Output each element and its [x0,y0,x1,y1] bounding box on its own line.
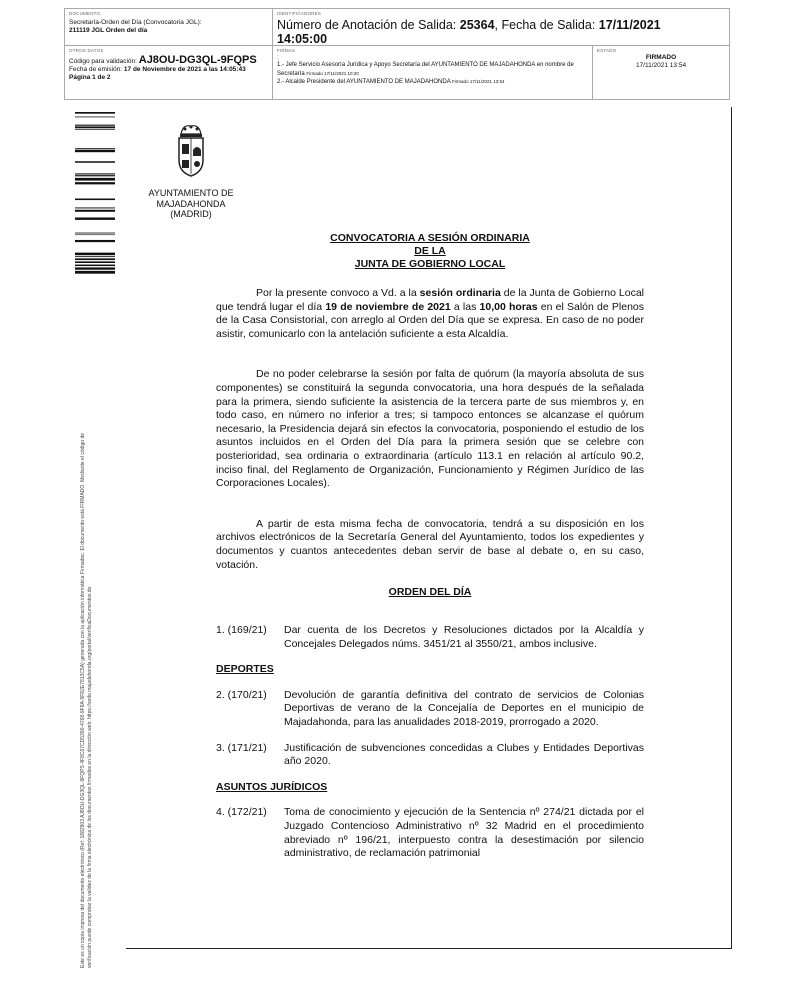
anotacion-salida [277,18,725,46]
paragraph-convocatoria [216,287,644,341]
firma-2-text: 2.- Alcalde Presidente del AYUNTAMIENTO DE MAJADAHONDA [277,79,451,85]
barcode-bar [75,198,115,200]
barcode-bar [75,240,115,242]
firma-2-date: Firmado 17/11/2021 13:54 [452,79,505,84]
barcode-bar [75,173,115,174]
agenda-item [216,742,644,769]
codigo-value: AJ8OU-DG3QL-9FQPS [138,54,257,66]
barcode-bar [75,253,115,256]
fecha-emision [69,66,268,74]
documento-subname: 211119 JGL Orden del día [69,27,148,34]
p1-e: a las [450,300,480,313]
barcode-bar [75,217,115,219]
document-header-table [64,8,730,100]
identificadores-cell [273,9,729,46]
barcode-bar [75,207,115,208]
p1-a: Por la presente convoco a Vd. a la [256,287,420,299]
barcode-bar [75,112,115,114]
firmas-cell [273,46,593,99]
barcode-bar [75,267,115,269]
orden-del-dia-title: ORDEN DEL DÍA [388,586,472,599]
barcode-bar [75,161,115,163]
agenda-item [216,624,644,651]
firma-1-text: 1.- Jefe Servicio Asesoría Jurídica y Apoyo Secretaría del AYUNTAMIENTO DE MAJADAHONDA en nombre de Secretaría [277,62,574,77]
barcode-bar [75,258,115,260]
barcode-bar [75,150,115,153]
p1-g: en el Salón de Plenos de la Casa Consistorial, con arreglo al Orden del Día que se expresa. En caso de no poder asistir, comunicarlo con la antelación suficiente a esta Alcaldía. [216,300,644,340]
agenda-item [216,689,644,730]
ayuntamiento-name [128,188,254,220]
barcode-bar [75,256,115,257]
barcode-bar [75,265,115,267]
barcode-graphic [75,112,115,274]
section-asuntos-juridicos: ASUNTOS JURÍDICOS [216,780,328,793]
p1-f: 10,00 horas [479,300,538,313]
agenda-item-text: Dar cuenta de los Decretos y Resoluciones dictados por la Alcaldía y Concejales Delegados núms. 3451/21 al 3550/21, ambos inclusive. [284,624,644,650]
paragraph-quorum: De no poder celebrarse la sesión por falta de quórum (la mayoría absoluta de sus componentes) se constituirá la segunda convocatoria, una hora después de la señalada para la primera, siendo suficiente la asistencia de la tercera parte de sus miembros y, en todo caso, en número no inferior a tres; si tampoco entonces se alcanzase el quórum necesario, la Presidencia dejará sin efectos la convocatoria, posponiendo el estudio de los asuntos incluidos en el Orden del Día para la primera sesión que se celebre con posterioridad, sea ordinaria o extraordinaria (artículo 113.1 en relación al artículo 90.2, inciso final, del Reglamento de Organización, Funcionamiento y Régimen Jurídico de las Corporaciones Locales). [216,368,644,490]
estado-label: ESTADO [597,48,617,53]
p1-b: sesión ordinaria [419,287,501,299]
barcode-bar [75,117,115,118]
anotacion-time: 14:05:00 [277,32,328,46]
codigo-prefix: Código para validación: [69,58,139,65]
ayuntamiento-line-1: AYUNTAMIENTO DE [148,188,234,198]
emision-value: 17 de Noviembre de 2021 a las 14:05:43 [123,66,246,73]
firmas-label: FIRMAS [277,48,296,53]
p1-d: 19 de noviembre de 2021 [325,300,451,313]
firma-2 [277,78,588,87]
paragraph-disposicion: A partir de esta misma fecha de convocatoria, tendrá a su disposición en los archivos electrónicos de la Secretaría General del Ayuntamiento, todos los expedientes y documentos y cuantos antecedentes deban servir de base al debate o, en su caso, votación. [216,517,644,571]
firma-1-date: Firmado 17/11/2021 10:20 [306,70,359,76]
documento-name: Secretaría-Orden del Día (Convocatoria JGL): [69,19,202,26]
coat-of-arms-icon [171,120,211,180]
anotacion-number: 25364 [459,18,495,32]
side-text-line-2: verificación puede comprobar la validez de la firma electrónica de los documentos firmados en la dirección web: https://sede.majadahonda.org/portal/verificaDocumentos.do [86,586,93,968]
agenda-item-text: Toma de conocimiento y ejecución de la Sentencia nº 274/21 dictada por el Juzgado Contencioso Administrativo nº 32 Madrid en el procedimiento abreviado nº 196/21, interpuesto contra la desestimación por silencio administrativo, de reclamación patrimonial [284,806,644,860]
agenda-item-number: 3. (171/21) [216,741,267,754]
convocatoria-title-3: JUNTA DE GOBIERNO LOCAL [354,258,506,270]
barcode-bar [75,210,115,212]
ayuntamiento-line-2: MAJADAHONDA [156,198,226,209]
verification-side-text [80,288,93,968]
p1-c: de la Junta de Gobierno Local que tendrá lugar el día [216,287,644,313]
estado-date: 17/11/2021 13:54 [635,62,687,69]
barcode-bar [75,271,115,274]
agenda-item-number: 1. (169/21) [216,624,267,637]
barcode-bar [75,126,115,128]
section-deportes: DEPORTES [216,663,274,676]
barcode-bar [75,178,115,181]
emision-prefix: Fecha de emisión: [69,66,124,73]
anotacion-mid: , Fecha de Salida: [494,18,599,32]
agenda-item-text: Justificación de subvenciones concedidas a Clubes y Entidades Deportivas año 2020. [284,741,644,768]
codigo-validacion [69,56,268,66]
otros-datos-cell [65,46,273,99]
agenda-item-number: 2. (170/21) [216,688,267,701]
barcode-bar [75,234,115,235]
barcode-bar [75,125,115,126]
anotacion-date: 17/11/2021 [598,18,661,32]
barcode-bar [75,148,115,149]
firma-1 [277,62,588,78]
barcode-bar [75,182,115,184]
side-text-line-1: Este es un copia impresa del documento electrónico (Ref: 1882903 AJ8OU-DG3QL-9FQPS 4F8C67CD5390-4768-9F8A-5F82E7813C5A) generada con la aplicación informática Firmadoc. El documento está FIRMADO. Mediante el código de [80,433,86,968]
agenda-item-text: Devolución de garantía definitiva del contrato de servicios de Colonias Deportivas de verano de la Concejalía de Deportes en el municipio de Majadahonda, para las anualidades 2018-2019, prorrogado a 2020. [284,688,644,729]
estado-value: FIRMADO [645,54,677,61]
barcode-bar [75,261,115,263]
document-body [216,232,644,861]
documento-cell [65,9,273,46]
barcode-bar [75,233,115,234]
convocatoria-title-2: DE LA [414,245,446,257]
otros-datos-label: OTROS DATOS [69,48,104,53]
identificadores-label: IDENTIFICADORES [277,11,322,16]
agenda-item [216,806,644,860]
pagina-count: Página 1 de 2 [69,74,111,81]
estado-cell [593,46,729,99]
documento-label: DOCUMENTO [69,11,101,16]
barcode-bar [75,129,115,130]
convocatoria-title-1: CONVOCATORIA A SESIÓN ORDINARIA [330,232,530,244]
firmas-colon: : [277,54,279,61]
ayuntamiento-line-3: (MADRID) [170,209,212,219]
barcode-bar [75,175,115,176]
anotacion-prefix: Número de Anotación de Salida: [277,18,460,32]
agenda-item-number: 4. (172/21) [216,806,267,819]
